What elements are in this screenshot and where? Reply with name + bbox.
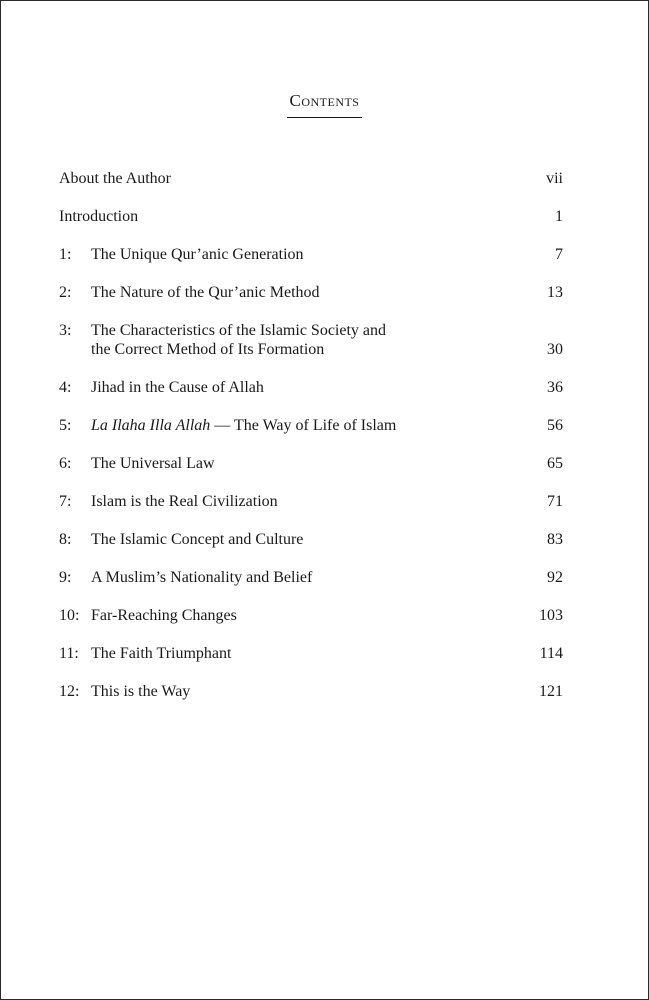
toc-entry-page: 103 — [539, 607, 563, 624]
toc-entry-chapter-5[interactable] — [59, 416, 563, 435]
toc-entry-title-italic: La Ilaha Illa Allah — [91, 417, 211, 434]
toc-entry-title — [91, 245, 503, 264]
toc-entry-number: 5: — [59, 417, 72, 434]
toc-entry-number: 7: — [59, 493, 72, 510]
toc-entry-title-line: The Faith Triumphant — [91, 645, 232, 662]
toc-entry-page: 7 — [555, 246, 563, 263]
page-title — [1, 91, 648, 118]
toc-entry-page: 65 — [547, 455, 563, 472]
toc-entry-title-rest: — The Way of Life of Islam — [210, 417, 397, 434]
toc-entry-page: 13 — [547, 284, 563, 301]
toc-entry-chapter-10[interactable] — [59, 606, 563, 625]
toc-entry-number: 12: — [59, 683, 80, 700]
toc-entry-page: 121 — [539, 683, 563, 700]
toc-entry-title — [91, 682, 503, 701]
toc-entry-number: 9: — [59, 569, 72, 586]
toc-entry-title-line: Jihad in the Cause of Allah — [91, 379, 264, 396]
toc-entry-number: 2: — [59, 284, 72, 301]
toc-entry-page: 92 — [547, 569, 563, 586]
toc-entry-title — [91, 606, 503, 625]
toc-entry-number: 1: — [59, 246, 72, 263]
toc-entry-page: 71 — [547, 493, 563, 510]
toc-entry-title-line: The Characteristics of the Islamic Society and — [91, 322, 387, 339]
toc-entry-title-line: The Universal Law — [91, 455, 215, 472]
toc-entry-number: 3: — [59, 322, 72, 339]
toc-entry-title-line: A Muslim’s Nationality and Belief — [91, 569, 313, 586]
toc-entry-chapter-3[interactable] — [59, 321, 563, 359]
toc-entry-about-author[interactable] — [59, 169, 563, 188]
toc-entry-title-line: the Correct Method of Its Formation — [91, 341, 325, 358]
toc-entry-title-line: Far-Reaching Changes — [91, 607, 237, 624]
table-of-contents — [59, 169, 563, 720]
toc-entry-chapter-7[interactable] — [59, 492, 563, 511]
toc-entry-title-line: The Unique Qur’anic Generation — [91, 246, 304, 263]
toc-entry-chapter-2[interactable] — [59, 283, 563, 302]
toc-entry-title-line: The Islamic Concept and Culture — [91, 531, 304, 548]
toc-entry-title — [91, 283, 503, 302]
toc-entry-title: About the Author — [59, 170, 171, 187]
toc-entry-title — [91, 416, 503, 435]
toc-entry-number: 6: — [59, 455, 72, 472]
toc-entry-chapter-1[interactable] — [59, 245, 563, 264]
toc-entry-title — [91, 321, 503, 359]
toc-entry-title-line: The Nature of the Qur’anic Method — [91, 284, 320, 301]
toc-entry-chapter-11[interactable] — [59, 644, 563, 663]
toc-entry-page: 56 — [547, 417, 563, 434]
toc-entry-chapter-4[interactable] — [59, 378, 563, 397]
toc-entry-number: 11: — [59, 645, 79, 662]
toc-entry-number: 8: — [59, 531, 72, 548]
toc-entry-title-line: Islam is the Real Civilization — [91, 493, 278, 510]
toc-entry-title-line: This is the Way — [91, 683, 191, 700]
contents-heading: Contents — [287, 91, 361, 118]
toc-entry-introduction[interactable] — [59, 207, 563, 226]
toc-entry-title — [91, 568, 503, 587]
toc-entry-page: 36 — [547, 379, 563, 396]
toc-entry-chapter-9[interactable] — [59, 568, 563, 587]
toc-entry-chapter-8[interactable] — [59, 530, 563, 549]
toc-entry-page: 114 — [539, 645, 563, 662]
toc-entry-chapter-6[interactable] — [59, 454, 563, 473]
toc-entry-title: Introduction — [59, 208, 139, 225]
toc-entry-page: 1 — [555, 208, 563, 225]
toc-entry-title — [91, 378, 503, 397]
toc-entry-title-line — [91, 416, 503, 435]
toc-entry-title — [91, 454, 503, 473]
toc-entry-number: 4: — [59, 379, 72, 396]
toc-entry-title — [91, 644, 503, 663]
toc-entry-chapter-12[interactable] — [59, 682, 563, 701]
toc-entry-page: 30 — [547, 341, 563, 358]
toc-entry-title — [91, 492, 503, 511]
toc-entry-page: 83 — [547, 531, 563, 548]
toc-entry-title — [91, 530, 503, 549]
toc-entry-number: 10: — [59, 607, 80, 624]
toc-entry-page: vii — [546, 170, 563, 187]
